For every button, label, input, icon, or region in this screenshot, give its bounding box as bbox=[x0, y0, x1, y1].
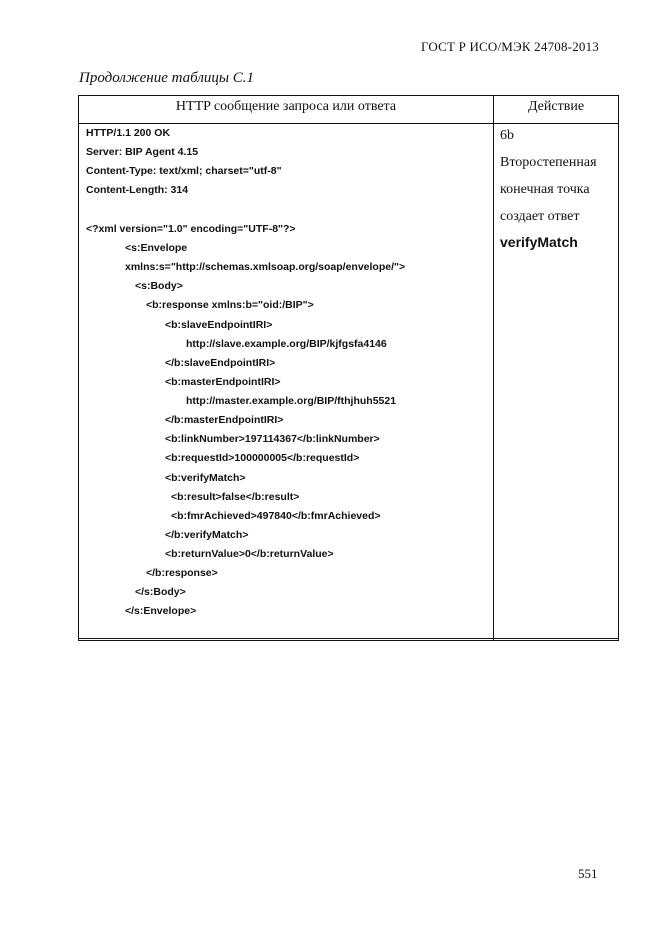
message-line: Content-Length: 314 bbox=[86, 184, 189, 196]
message-line: <b:slaveEndpointIRI> bbox=[165, 319, 273, 331]
message-line: <b:verifyMatch> bbox=[165, 472, 246, 484]
message-line: </b:slaveEndpointIRI> bbox=[165, 357, 276, 369]
table-continuation-caption: Продолжение таблицы С.1 bbox=[79, 70, 255, 86]
column-header-action: Действие bbox=[527, 99, 585, 114]
message-line: http://master.example.org/BIP/fthjhuh5521 bbox=[186, 395, 397, 407]
header-divider bbox=[79, 123, 618, 124]
message-line: </b:response> bbox=[146, 567, 218, 579]
table-bottom-rule bbox=[79, 638, 618, 639]
message-line: </s:Envelope> bbox=[125, 605, 197, 617]
message-line: <b:returnValue>0</b:returnValue> bbox=[165, 548, 334, 560]
message-line: <b:response xmlns:b="oid:/BIP"> bbox=[146, 299, 314, 311]
action-step-id: 6b bbox=[500, 128, 514, 143]
message-line: Server: BIP Agent 4.15 bbox=[86, 146, 199, 158]
message-line: </b:masterEndpointIRI> bbox=[165, 414, 284, 426]
message-line: Content-Type: text/xml; charset="utf-8" bbox=[86, 165, 282, 177]
message-line: xmlns:s="http://schemas.xmlsoap.org/soap/envelope/"> bbox=[125, 261, 406, 273]
column-divider bbox=[493, 96, 494, 640]
message-line: <b:result>false</b:result> bbox=[171, 491, 300, 503]
message-line: <b:requestId>100000005</b:requestId> bbox=[165, 452, 360, 464]
message-line: HTTP/1.1 200 OK bbox=[86, 127, 171, 139]
message-table bbox=[78, 95, 619, 641]
action-message-name: verifyMatch bbox=[500, 234, 578, 250]
message-line: <b:masterEndpointIRI> bbox=[165, 376, 281, 388]
column-header-message: HTTP сообщение запроса или ответа bbox=[175, 99, 397, 114]
message-line: </s:Body> bbox=[135, 586, 186, 598]
document-header: ГОСТ Р ИСО/МЭК 24708-2013 bbox=[420, 39, 599, 54]
action-line: создает ответ bbox=[500, 209, 580, 224]
message-line: <b:linkNumber>197114367</b:linkNumber> bbox=[165, 433, 380, 445]
action-line: конечная точка bbox=[500, 182, 590, 197]
message-line: <b:fmrAchieved>497840</b:fmrAchieved> bbox=[171, 510, 381, 522]
message-line: </b:verifyMatch> bbox=[165, 529, 249, 541]
action-line: Второстепенная bbox=[500, 155, 597, 170]
message-line: <s:Envelope bbox=[125, 242, 188, 254]
message-line: <s:Body> bbox=[135, 280, 183, 292]
message-line: http://slave.example.org/BIP/kjfgsfa4146 bbox=[186, 338, 387, 350]
page-number: 551 bbox=[578, 866, 598, 881]
message-line: <?xml version="1.0" encoding="UTF-8"?> bbox=[86, 223, 296, 235]
